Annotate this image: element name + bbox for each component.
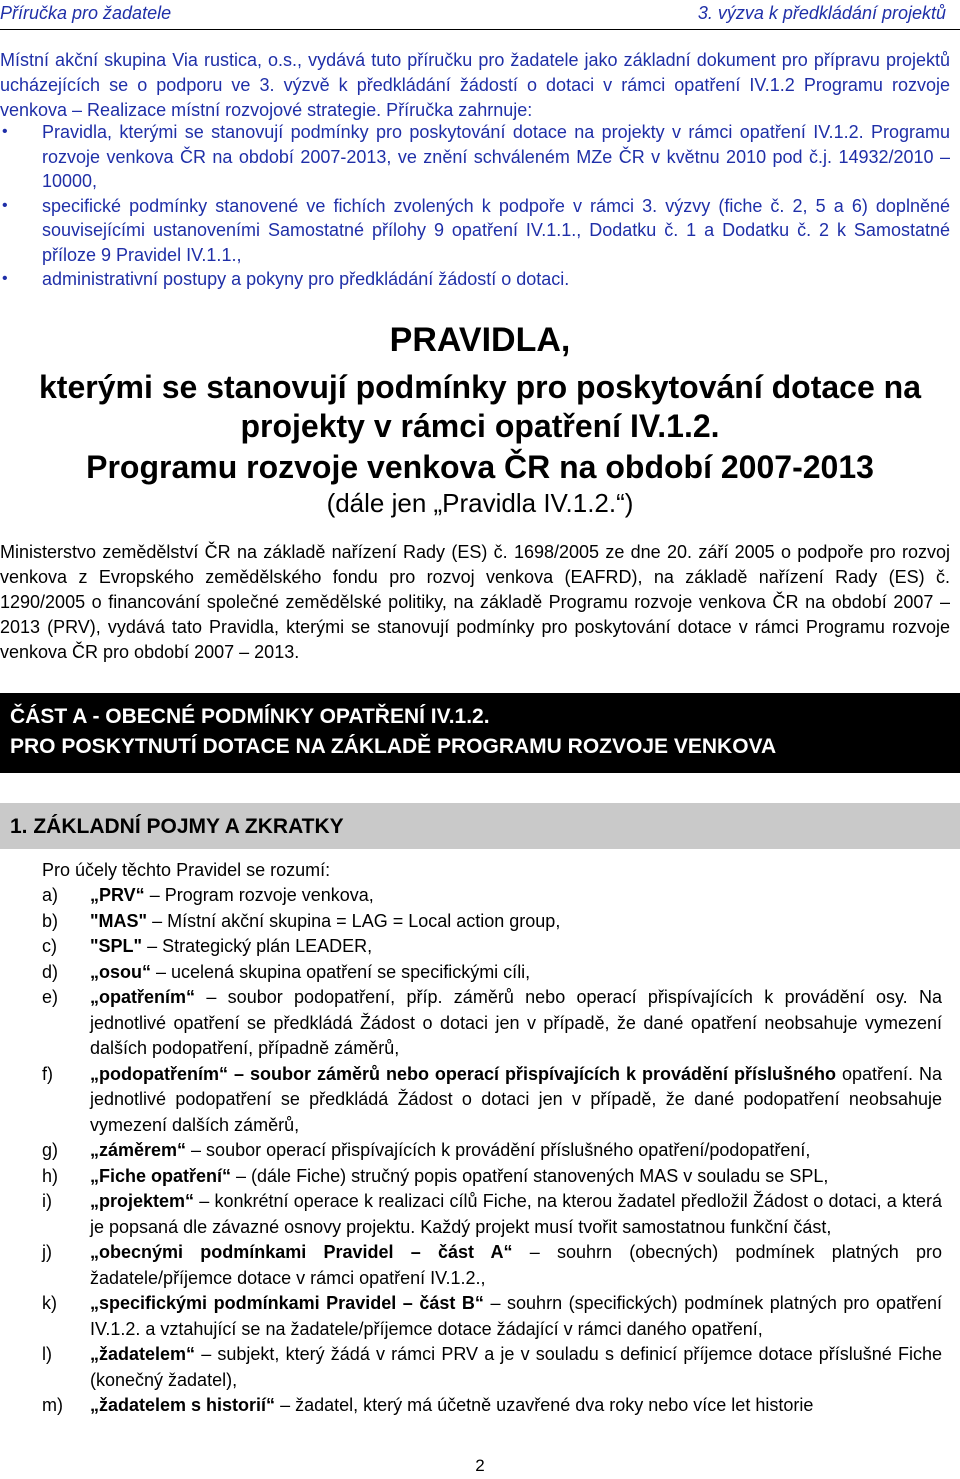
section-1-heading — [0, 803, 960, 849]
header-left-title: Příručka pro žadatele — [0, 3, 172, 23]
part-a-line-2: PRO POSKYTNUTÍ DOTACE NA ZÁKLADĚ PROGRAMU ROZVOJE VENKOVA — [10, 735, 777, 758]
definition-item: g) „záměrem“ – soubor operací přispívajících k provádění příslušného opatření/podopatření, — [42, 1140, 811, 1160]
ministry-paragraph: Ministerstvo zemědělství ČR na základě nařízení Rady (ES) č. 1698/2005 ze dne 20. září 2005 o podpoře pro rozvoj venkova z Evropského zemědělského fondu pro rozvoj venkova (EAFRD), na základě nařízení Rady (ES) č. 1290/2005 o financování společné zemědělské politiky, na základě Programu rozvoje venkova ČR na období 2007 – 2013 (PRV), vydává tato Pravidla, kterými se stanovují podmínky pro poskytování dotace v rámci Programu rozvoje venkova ČR pro období 2007 – 2013. — [0, 542, 950, 662]
bullet-item: • specifické podmínky stanovené ve fichích zvolených k podpoře v rámci 3. výzvy (fiche č. 2, 5 a 6) doplněné souvisejícími ustanoveními Samostatné přílohy 9 opatření IV.1.1., Dodatku č. 1 a Dodatku č. 2 k Samostatné příloze 9 Pravidel IV.1.1., — [0, 194, 950, 268]
definition-item: k) „specifickými podmínkami Pravidel – část B“ – souhrn (specifických) podmínek platných pro opatření IV.1.2. a vztahující se na žadatele/příjemce dotace žádající v rámci daného opatření, — [42, 1293, 943, 1339]
definition-item: j) „obecnými podmínkami Pravidel – část A“ – souhrn (obecných) podmínek platných pro žadatele/příjemce dotace v rámci opatření IV.1.2., — [42, 1242, 942, 1288]
rules-subtitle: kterými se stanovují podmínky pro poskytování dotace na projekty v rámci opatření IV.1.2. — [38, 369, 921, 444]
definitions-intro: Pro účely těchto Pravidel se rozumí: — [42, 860, 331, 880]
definitions-list — [42, 883, 942, 1419]
header-right-title: 3. výzva k předkládání projektů — [697, 3, 946, 23]
page-header — [0, 3, 960, 31]
rules-title: PRAVIDLA, — [389, 321, 571, 359]
intro-bullet-list — [0, 120, 950, 292]
header-rule — [0, 29, 960, 30]
part-a-line-1: ČÁST A - OBECNÉ PODMÍNKY OPATŘENÍ IV.1.2. — [10, 705, 490, 728]
definition-item: i) „projektem“ – konkrétní operace k realizaci cílů Fiche, na kterou žadatel předložil Žádost o dotaci, a která je popsaná dle závazné osnovy projektu. Každý projekt musí tvořit samostatnou funkční část, — [42, 1191, 942, 1237]
definition-item: e) „opatřením“ – soubor podopatření, příp. záměrů nebo operací přispívajících k provádění osy. Na jednotlivé opatření se předkládá Žádost o dotaci jen v případě, že dané opatření neobsahuje vymezení dalších podopatření, případně záměrů, — [42, 987, 942, 1058]
definition-item: l) „žadatelem“ – subjekt, který žádá v rámci PRV a je v souladu s definicí příjemce dotace příslušné Fiche (konečný žadatel), — [42, 1344, 942, 1390]
bullet-item: • Pravidla, kterými se stanovují podmínky pro poskytování dotace na projekty v rámci opatření IV.1.2. Programu rozvoje venkova ČR na období 2007-2013, ve znění schváleném MZe ČR v květnu 2010 pod č.j. 14932/2010 – 10000, — [0, 120, 950, 194]
definition-item: b) "MAS" – Místní akční skupina = LAG = Local action group, — [42, 910, 561, 931]
rules-program-title: Programu rozvoje venkova ČR na období 2007-2013 — [86, 449, 874, 485]
bullet-item: • administrativní postupy a pokyny pro předkládání žádostí o dotaci. — [0, 267, 950, 292]
intro-paragraph: Místní akční skupina Via rustica, o.s., vydává tuto příručku pro žadatele jako základní dokument pro přípravu projektů ucházejících se o podporu ve 3. výzvě k předkládání žádostí o dotaci v rámci opatření IV.1.2 Programu rozvoje venkova – Realizace místní rozvojové strategie. Příručka zahrnuje: — [0, 50, 950, 120]
page-number: 2 — [475, 1456, 485, 1475]
definition-item: a) „PRV“ – Program rozvoje venkova, — [42, 885, 374, 905]
definition-item: c) "SPL" – Strategický plán LEADER, — [42, 936, 373, 956]
part-a-heading — [0, 693, 960, 773]
definition-item: f) „podopatřením“ – soubor záměrů nebo operací přispívajících k provádění příslušného opatření. Na jednotlivé podopatření se předkládá Žádost o dotaci jen v případě, že dané podopatření neobsahuje vymezení dalších záměrů, — [42, 1063, 943, 1135]
section-1-label: 1. ZÁKLADNÍ POJMY A ZKRATKY — [10, 815, 344, 838]
definition-item: h) „Fiche opatření“ – (dále Fiche) stručný popis opatření stanovených MAS v souladu se SPL, — [42, 1165, 829, 1186]
definition-item: m) „žadatelem s historií“ – žadatel, který má účetně uzavřené dva roky nebo více let historie — [42, 1395, 814, 1415]
rules-short-name: (dále jen „Pravidla IV.1.2.“) — [326, 488, 634, 518]
definition-item: d) „osou“ – ucelená skupina opatření se specifickými cíli, — [42, 961, 531, 982]
